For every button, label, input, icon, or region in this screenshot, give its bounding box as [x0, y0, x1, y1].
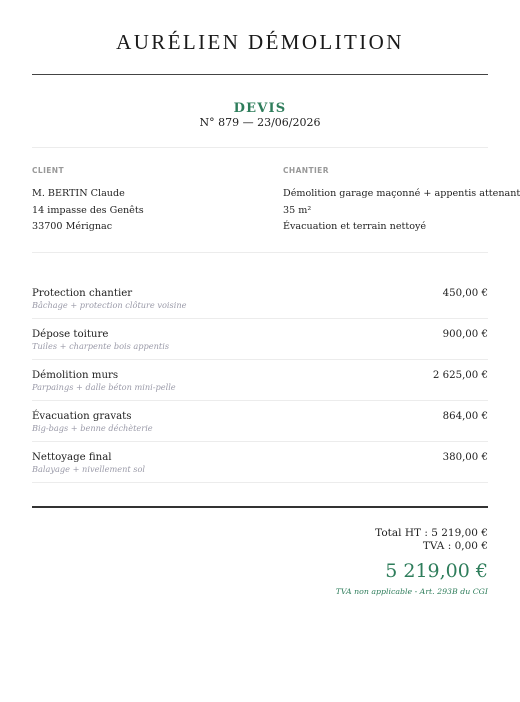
line-item [32, 442, 488, 483]
line-items [32, 278, 488, 483]
section-divider [32, 252, 488, 253]
item-price: 900,00 € [442, 329, 488, 340]
company-name: AURÉLIEN DÉMOLITION [116, 30, 404, 54]
client-city: 33700 Mérignac [32, 221, 113, 232]
item-name: Évacuation gravats [32, 411, 132, 422]
document-number-date: N° 879 — 23/06/2026 [199, 116, 321, 129]
document-type: DEVIS [233, 101, 287, 116]
line-item [32, 401, 488, 442]
header-divider [32, 74, 488, 75]
item-price: 450,00 € [442, 288, 488, 299]
vat-note: TVA non applicable - Art. 293B du CGI [335, 587, 488, 596]
grand-total: 5 219,00 € [385, 560, 488, 582]
client-street: 14 impasse des Genêts [32, 204, 144, 216]
item-description: Parpaings + dalle béton mini-pelle [32, 382, 176, 392]
item-name: Dépose toiture [32, 329, 109, 340]
client-name: M. BERTIN Claude [32, 188, 125, 199]
line-item [32, 360, 488, 401]
item-description: Tuiles + charpente bois appentis [32, 341, 170, 351]
site-description: Démolition garage maçonné + appentis attenant [283, 188, 520, 199]
section-divider [32, 147, 488, 148]
totals-divider [32, 506, 488, 508]
item-price: 864,00 € [442, 411, 488, 422]
item-price: 2 625,00 € [432, 370, 488, 381]
item-name: Protection chantier [32, 288, 133, 299]
total-tva: TVA : 0,00 € [422, 540, 488, 552]
line-item [32, 319, 488, 360]
item-price: 380,00 € [442, 452, 488, 463]
site-scope: Évacuation et terrain nettoyé [283, 221, 427, 232]
item-description: Balayage + nivellement sol [32, 464, 146, 474]
item-description: Big-bags + benne déchèterie [32, 423, 153, 433]
line-item [32, 278, 488, 319]
site-block [283, 166, 520, 236]
item-name: Nettoyage final [32, 452, 112, 463]
item-description: Bâchage + protection clôture voisine [32, 300, 187, 310]
site-area: 35 m² [283, 204, 312, 216]
quote-document [32, 0, 520, 702]
client-label: CLIENT [32, 166, 64, 175]
client-block [32, 166, 252, 236]
site-label: CHANTIER [283, 166, 329, 175]
total-ht: Total HT : 5 219,00 € [375, 527, 488, 539]
item-name: Démolition murs [32, 370, 119, 381]
